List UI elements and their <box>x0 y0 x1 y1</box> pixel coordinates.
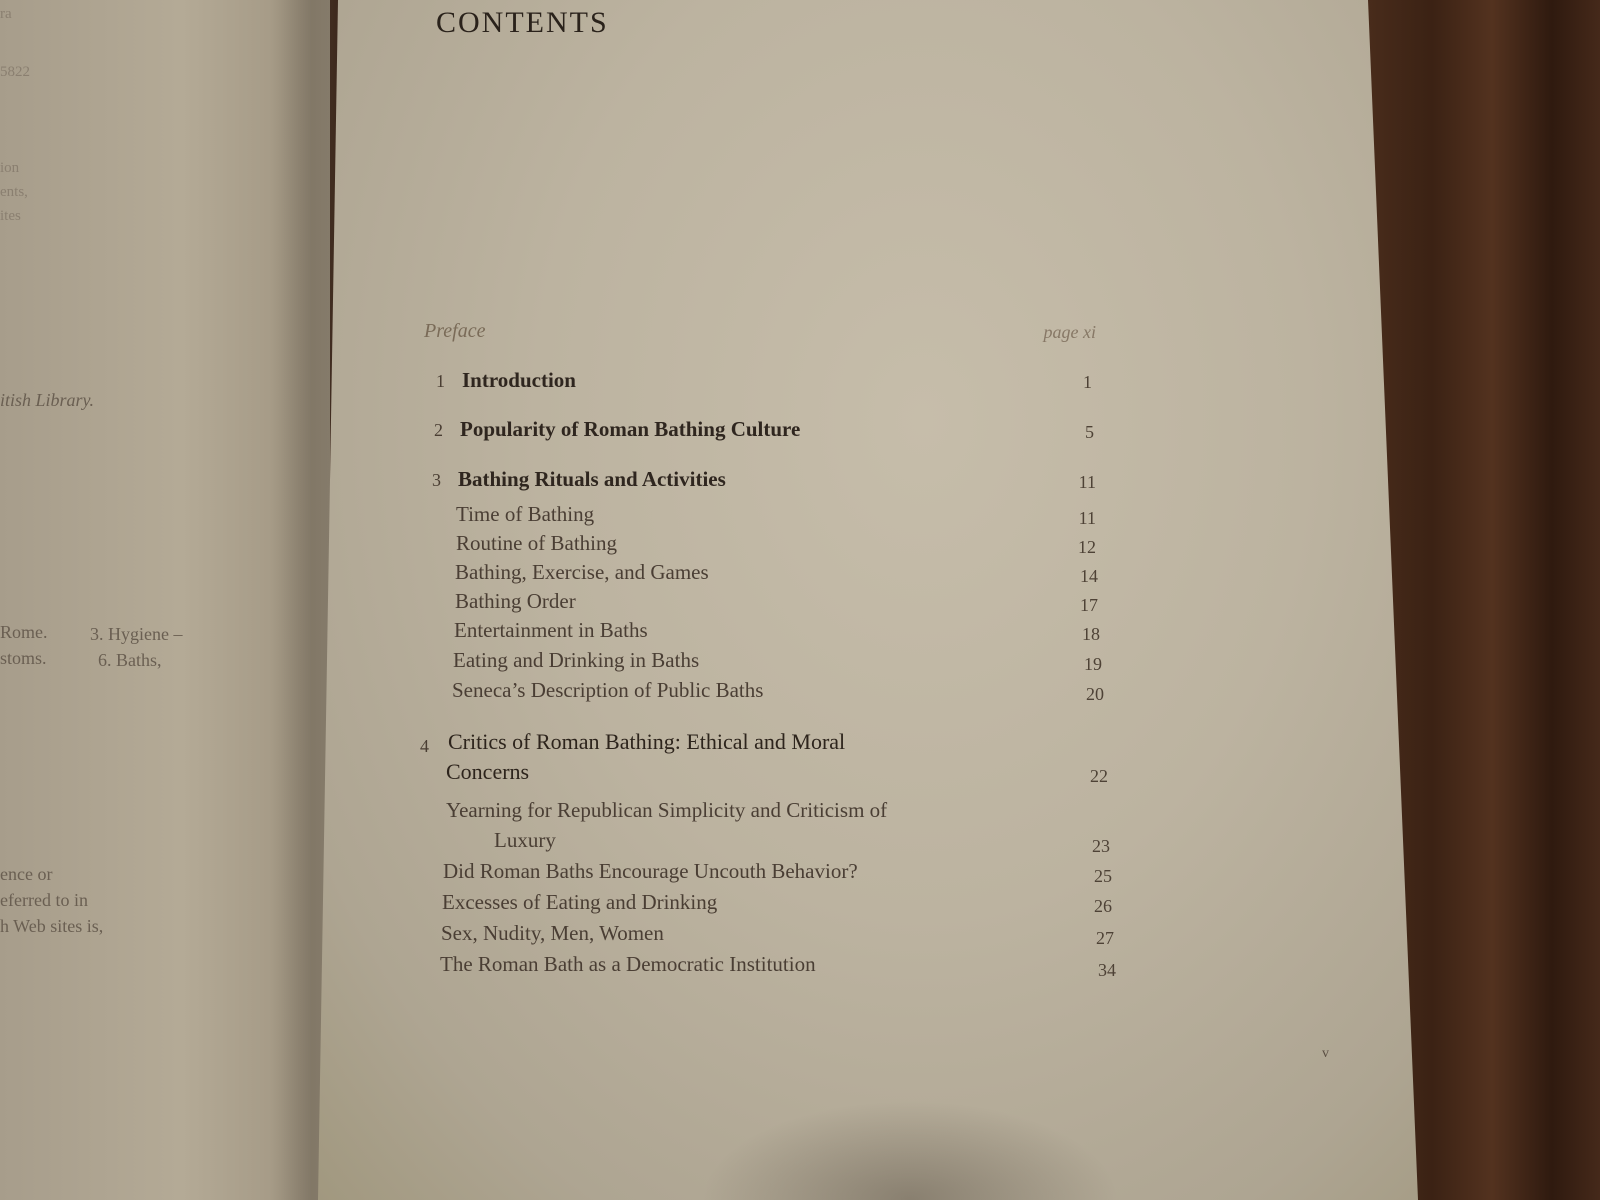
section-title: Seneca’s Description of Public Baths <box>452 678 764 702</box>
chapter-page: 11 <box>1078 472 1096 492</box>
section-page: 26 <box>1094 896 1112 916</box>
section-title: Sex, Nudity, Men, Women <box>441 921 664 945</box>
section-title: Eating and Drinking in Baths <box>453 648 700 672</box>
section-title: Excesses of Eating and Drinking <box>442 890 718 914</box>
left-page-fragment: eferred to in <box>0 890 88 910</box>
section-title: Bathing, Exercise, and Games <box>455 560 709 584</box>
chapter-number: 4 <box>420 736 429 756</box>
chapter-page: 22 <box>1090 766 1108 786</box>
chapter-title: Bathing Rituals and Activities <box>458 467 726 491</box>
chapter-page: 1 <box>1083 372 1092 392</box>
section-page: 23 <box>1092 836 1110 856</box>
contents-heading: CONTENTS <box>436 6 609 39</box>
section-page: 19 <box>1084 654 1102 674</box>
section-title: Yearning for Republican Simplicity and Criticism of <box>446 798 888 822</box>
section-title-continued: Luxury <box>494 828 556 852</box>
left-page-fragment: ion <box>0 160 20 176</box>
section-title: Routine of Bathing <box>456 531 617 555</box>
section-page: 34 <box>1098 960 1116 980</box>
section-title: The Roman Bath as a Democratic Institution <box>440 952 816 976</box>
section-title: Bathing Order <box>455 589 576 613</box>
shadow <box>700 1100 1120 1200</box>
chapter-title: Critics of Roman Bathing: Ethical and Moral <box>448 729 846 754</box>
section-page: 11 <box>1078 508 1096 528</box>
left-page-fragment: ents, <box>0 184 28 200</box>
chapter-number: 3 <box>432 470 441 490</box>
chapter-title: Introduction <box>462 368 576 392</box>
chapter-title-continued: Concerns <box>446 759 530 784</box>
section-title: Did Roman Baths Encourage Uncouth Behavior? <box>443 859 858 883</box>
section-page: 12 <box>1078 537 1096 557</box>
left-page-fragment: itish Library. <box>0 390 95 410</box>
left-page-fragment: 5822 <box>0 64 30 80</box>
toc-preface-title: Preface <box>424 320 486 342</box>
page-folio: v <box>1322 1046 1329 1061</box>
section-title: Time of Bathing <box>456 502 595 526</box>
left-page-fragment: ence or <box>0 864 53 884</box>
left-page-fragment: ites <box>0 208 21 224</box>
section-page: 20 <box>1086 684 1104 704</box>
section-page: 27 <box>1096 928 1114 948</box>
left-page-fragment: 6. Baths, <box>98 650 162 670</box>
left-page-fragment: stoms. <box>0 648 47 668</box>
toc-preface-page: page xi <box>1043 322 1096 342</box>
section-page: 17 <box>1080 595 1098 615</box>
chapter-number: 2 <box>434 420 443 440</box>
section-title: Entertainment in Baths <box>454 618 648 642</box>
section-page: 25 <box>1094 866 1112 886</box>
section-page: 18 <box>1082 624 1100 644</box>
chapter-title: Popularity of Roman Bathing Culture <box>460 417 801 441</box>
left-page-fragment: Rome. <box>0 622 48 642</box>
left-page-fragment: h Web sites is, <box>0 916 104 936</box>
left-page-fragment: 3. Hygiene – <box>90 624 183 644</box>
chapter-number: 1 <box>436 371 445 391</box>
section-page: 14 <box>1080 566 1098 586</box>
chapter-page: 5 <box>1085 422 1094 442</box>
left-page-fragment: ra <box>0 6 12 22</box>
